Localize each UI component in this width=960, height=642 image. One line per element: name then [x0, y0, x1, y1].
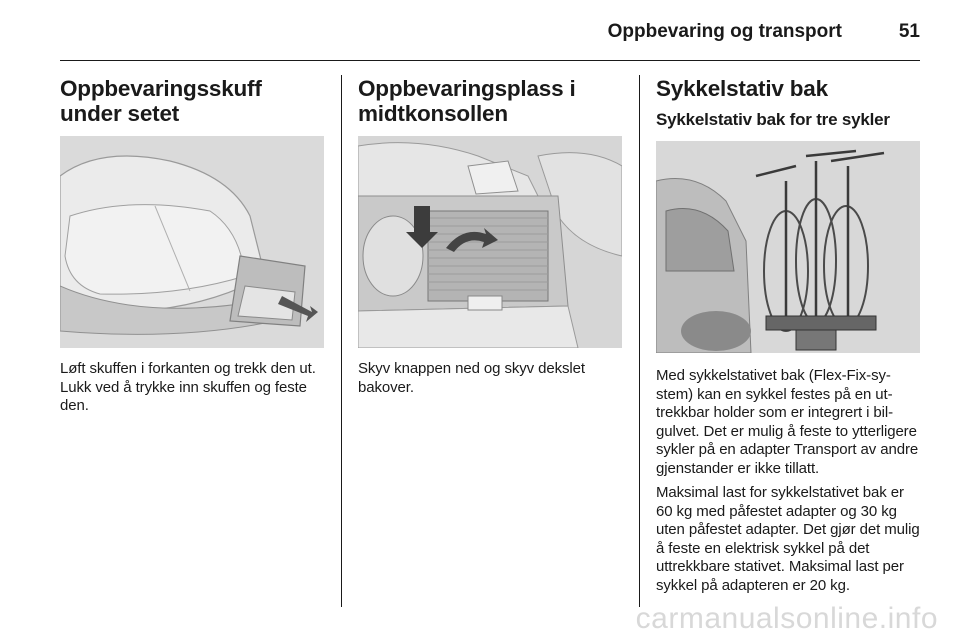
seat-drawer-text: Løft skuffen i forkanten og trekk den ut. Lukk ved å trykke inn skuffen og feste den. — [60, 360, 316, 414]
center-console-text: Skyv knappen ned og skyv dekslet bakover. — [358, 360, 585, 396]
header-rule — [60, 60, 920, 61]
page-number: 51 — [898, 21, 920, 42]
section-title: Oppbevaring og transport — [607, 21, 842, 42]
seat-drawer-illustration — [60, 136, 324, 348]
watermark-text: carmanualsonline.info — [635, 602, 938, 635]
column-seat-drawer — [60, 76, 324, 416]
center-console-illustration — [358, 136, 622, 348]
column-divider — [639, 75, 640, 607]
column-center-console — [358, 76, 622, 397]
heading-seat-drawer: Oppbevaringsskuff under setet — [60, 76, 262, 126]
column-bike-carrier — [656, 76, 920, 595]
bike-carrier-paragraph-2: Maksimal last for sykkelstativet bak er 60 kg med påfestet adapter og 30 kg uten påfestet adapter. Det gjør det mulig å feste en elektrisk sykkel på det uttrekkbare stativet. Maksimal last per sykkel på adapteren er 20 kg. — [656, 484, 920, 594]
heading-bike-carrier: Sykkelstativ bak — [656, 76, 828, 101]
page-header — [60, 14, 920, 50]
heading-center-console: Oppbevaringsplass i midtkonsollen — [358, 76, 576, 126]
bike-carrier-illustration — [656, 141, 920, 353]
bike-carrier-paragraph-1: Med sykkelstativet bak (Flex-Fix-system) kan en sykkel festes på en uttrekkbar holder som er integrert i bilgulvet. Det er mulig å feste to ytterligere sykler på en adapter Transport av andre gjenstander er ikke tillatt. — [656, 367, 919, 477]
subheading-bike-carrier: Sykkelstativ bak for tre sykler — [656, 110, 890, 129]
column-divider — [341, 75, 342, 607]
